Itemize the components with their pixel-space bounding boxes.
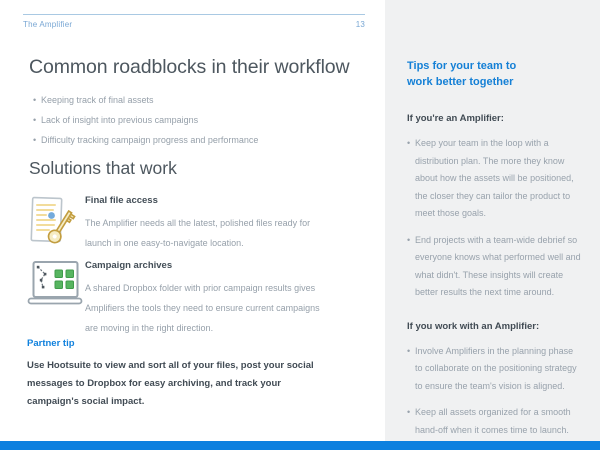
sidebar-subheading: If you're an Amplifier:	[407, 113, 504, 124]
sidebar-subheading: If you work with an Amplifier:	[407, 320, 540, 332]
document-key-icon	[27, 195, 77, 247]
sidebar-list	[407, 343, 582, 440]
header-divider	[23, 14, 365, 15]
solution-text	[85, 195, 335, 253]
page-header	[23, 20, 365, 29]
list-item	[33, 110, 363, 130]
list-item-text: Difficulty tracking campaign progress and performance	[41, 135, 259, 145]
bullet-icon: •	[407, 407, 411, 417]
solution-body: The Amplifier needs all the latest, polished files ready for launch in one easy-to-navigate location.	[85, 218, 311, 248]
bullet-icon: •	[407, 345, 411, 356]
solutions-heading: Solutions that work	[29, 158, 177, 178]
bullet-icon: •	[33, 95, 37, 105]
solution-text	[85, 260, 335, 338]
document-title: The Amplifier	[23, 20, 73, 29]
roadblocks-list	[33, 90, 363, 150]
list-item	[407, 404, 581, 439]
list-item	[407, 232, 581, 302]
tips-sidebar	[385, 0, 600, 441]
bullet-icon: •	[407, 138, 411, 148]
list-item-text: Keeping track of final assets	[41, 95, 154, 105]
solution-title: Final file access	[85, 195, 158, 206]
bullet-icon: •	[33, 115, 37, 125]
list-item	[407, 135, 581, 223]
partner-tip-body: Use Hootsuite to view and sort all of your files, post your social messages to Dropbox for easy archiving, and track your campaign's social impact.	[27, 360, 314, 407]
footer-accent-bar	[0, 441, 600, 450]
list-item-text: Keep all assets organized for a smooth hand-off when it comes time to launch.	[415, 407, 571, 435]
solution-item	[27, 195, 335, 253]
partner-tip	[27, 338, 329, 411]
sidebar-heading: Tips for your team to work better together	[407, 60, 517, 88]
bullet-icon: •	[33, 135, 37, 145]
laptop-analytics-icon	[27, 260, 83, 308]
page-number: 13	[355, 20, 365, 29]
solution-title: Campaign archives	[85, 260, 173, 271]
solution-icon-wrap	[27, 195, 85, 253]
roadblocks-heading: Common roadblocks in their workflow	[29, 56, 350, 78]
solution-icon-wrap	[27, 260, 85, 338]
solution-body: A shared Dropbox folder with prior campaign results gives Amplifiers the tools they need to ensure current campaigns are moving in the right direction.	[85, 283, 320, 333]
list-item	[33, 130, 363, 150]
list-item-text: Involve Amplifiers in the planning phase to collaborate on the positioning strategy to ensure the team's vision is aligned.	[415, 345, 577, 391]
list-item	[33, 90, 363, 110]
list-item-text: Lack of insight into previous campaigns	[41, 115, 199, 125]
list-item-text: Keep your team in the loop with a distribution plan. The more they know about how the assets will be positioned, the closer they can tailor the product to meet those goals.	[415, 138, 574, 218]
sidebar-list	[407, 135, 582, 302]
list-item	[407, 343, 581, 396]
list-item-text: End projects with a team-wide debrief so everyone knows what performed well and what didn't. These insights will create better results the next time around.	[415, 234, 581, 297]
solution-item	[27, 260, 335, 338]
partner-tip-label: Partner tip	[27, 338, 75, 349]
bullet-icon: •	[407, 234, 411, 245]
